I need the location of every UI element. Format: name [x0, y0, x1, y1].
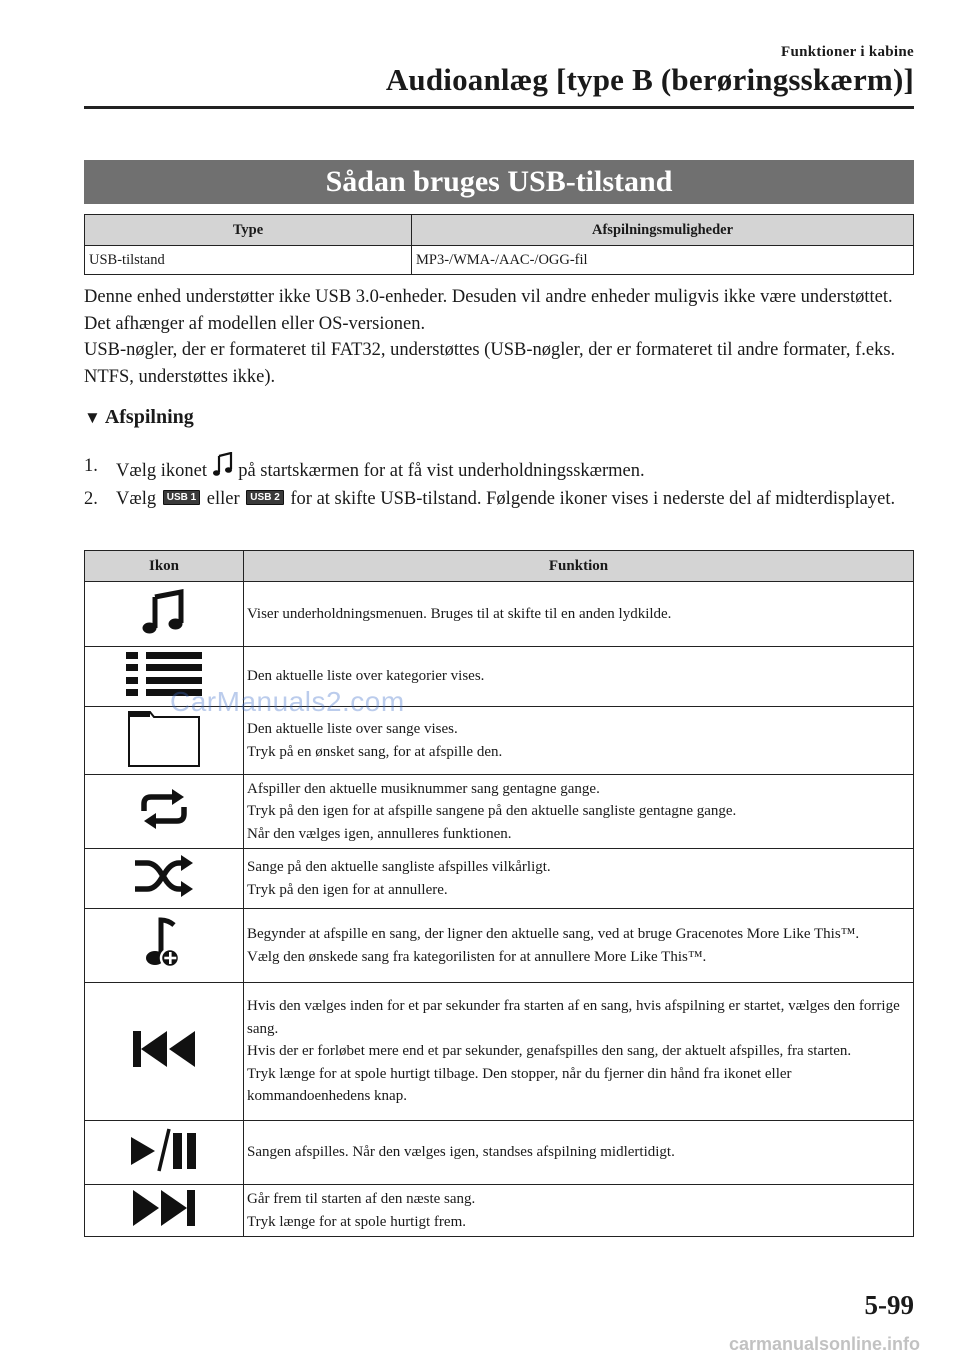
previous-track-icon [131, 1029, 197, 1069]
page-number: 5-99 [864, 1290, 914, 1320]
triangle-icon: ▼ [84, 408, 101, 427]
step-text: Vælg [116, 489, 157, 509]
repeat-icon [136, 787, 192, 831]
function-line: Den aktuelle liste over sange vises. [247, 721, 458, 737]
more-like-this-icon [144, 916, 184, 970]
table-row [85, 909, 914, 983]
shuffle-icon [133, 855, 195, 897]
function-header: Funktion [244, 551, 914, 582]
function-line: Den aktuelle liste over kategorier vises. [247, 668, 485, 685]
type-cell: USB-tilstand [85, 246, 412, 275]
format-cell: MP3-/WMA-/AAC-/OGG-fil [412, 246, 914, 275]
steps-list [84, 452, 920, 513]
step-text: Vælg ikonet [116, 461, 207, 481]
function-line: Afspiller den aktuelle musiknummer sang gentagne gange. [247, 780, 600, 797]
function-line: Hvis der er forløbet mere end et par sekunder, genafspilles den sang, der aktuelt afspilles, fra starten. [247, 1043, 852, 1060]
intro-text [84, 284, 920, 390]
music-note-icon [141, 589, 187, 635]
function-line: Sangen afspilles. Når den vælges igen, standses afspilning midlertidigt. [247, 1144, 675, 1161]
icon-table [84, 550, 914, 1237]
table-row [85, 246, 914, 275]
step-number: 1. [84, 456, 98, 476]
music-note-icon [212, 452, 234, 478]
step-1 [84, 452, 920, 485]
function-line: Går frem til starten af den næste sang. [247, 1191, 476, 1207]
function-line: Tryk på den igen for at annullere. [247, 881, 448, 898]
function-line: Tryk på den igen for at afspille sangene på den aktuelle sangliste gentagne gange. [247, 803, 737, 820]
header-rule [84, 106, 914, 109]
step-text: for at skifte USB-tilstand. Følgende ikoner vises i nederste del af midterdisplayet. [290, 489, 896, 509]
type-table [84, 214, 914, 275]
usb2-chip: USB 2 [246, 490, 283, 505]
function-line: Vælg den ønskede sang fra kategorilisten for at annullere More Like This™. [247, 948, 707, 965]
usb1-chip: USB 1 [163, 490, 200, 505]
section-heading [84, 406, 194, 429]
step-2 [84, 485, 920, 513]
watermark: CarManuals2.com [170, 686, 405, 717]
section-title: Afspilning [104, 406, 194, 428]
step-text: på startskærmen for at få vist underholdningsskærmen. [238, 461, 645, 481]
function-line: Tryk længe for at spole hurtigt tilbage. Den stopper, når du fjerner din hånd fra ikonet eller kommandoenhedens knap. [247, 1065, 792, 1105]
function-line: Sange på den aktuelle sangliste afspilles vilkårligt. [247, 859, 551, 875]
step-number: 2. [84, 489, 98, 509]
playback-options-header: Afspilningsmuligheder [412, 215, 914, 246]
table-row [85, 1121, 914, 1185]
table-row [85, 983, 914, 1121]
section-banner: Sådan bruges USB-tilstand [84, 160, 914, 204]
table-row [85, 582, 914, 647]
table-row [85, 849, 914, 909]
paragraph: Denne enhed understøtter ikke USB 3.0-enheder. Desuden vil andre enheder muligvis ikke være understøttet. Det afhænger af modellen eller OS-versionen. [84, 287, 893, 334]
next-track-icon [131, 1188, 197, 1228]
function-line: Tryk på en ønsket sang, for at afspille den. [247, 743, 503, 760]
watermark: carmanualsonline.info [728, 1334, 920, 1354]
type-header: Type [85, 215, 412, 246]
function-line: Viser underholdningsmenuen. Bruges til at skifte til en anden lydkilde. [247, 605, 672, 622]
page-title: Audioanlæg [type B (berøringsskærm)] [385, 62, 914, 97]
function-line: Tryk længe for at spole hurtigt frem. [247, 1213, 467, 1230]
table-row [85, 1185, 914, 1237]
chapter-label: Funktioner i kabine [781, 44, 914, 60]
paragraph: USB-nøgler, der er formateret til FAT32, understøttes (USB-nøgler, der er formateret til andre formater, f.eks. NTFS, understøttes ikke). [84, 340, 896, 387]
function-line: Begynder at afspille en sang, der ligner den aktuelle sang, ved at bruge Gracenotes More Like This™. [247, 926, 860, 942]
icon-header: Ikon [85, 551, 244, 582]
play-pause-icon [129, 1127, 199, 1173]
step-text: eller [206, 489, 240, 509]
table-row [85, 775, 914, 849]
function-line: Hvis den vælges inden for et par sekunder fra starten af en sang, hvis afspilning er startet, vælges den forrige sang. [247, 998, 900, 1037]
function-line: Når den vælges igen, annulleres funktionen. [247, 825, 512, 842]
